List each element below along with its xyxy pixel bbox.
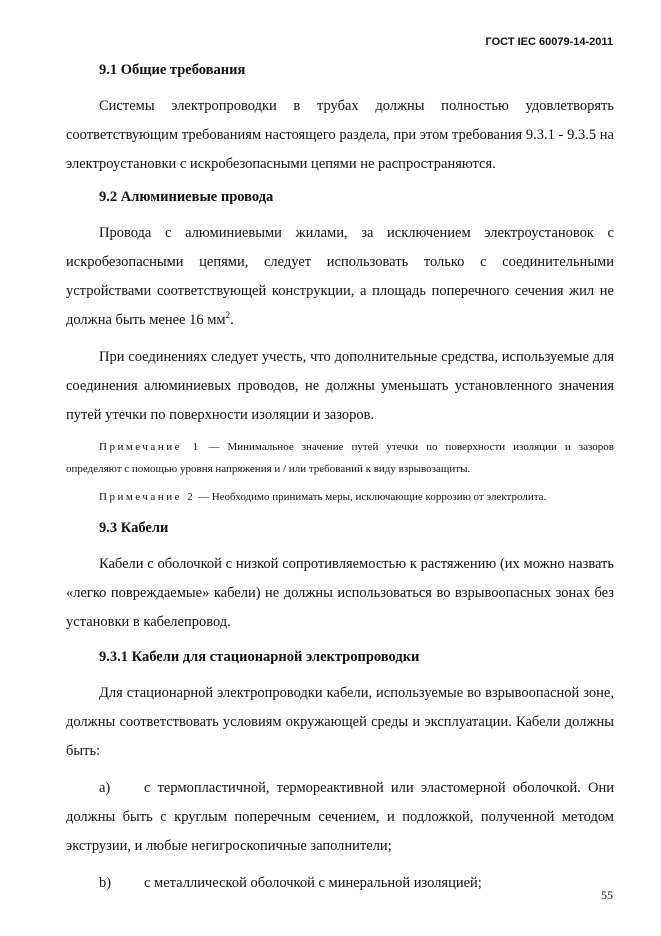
section-9-2-text1-main: Провода с алюминиевыми жилами, за исключением электроустановок с искробезопасными цепями, следует использовать только с соединительными устройствами соответствующей конструкции, а площадь поперечного сечения жил не должна быть менее 16 мм — [66, 225, 614, 328]
section-9-1-text: Системы электропроводки в трубах должны полностью удовлетворять соответствующим требованиям настоящего раздела, при этом требования 9.3.1 - 9.3.5 на электроустановки с искробезопасными цепями не распространяются. — [66, 98, 614, 172]
list-item-a — [66, 774, 614, 861]
note-2-text: — Необходимо принимать меры, исключающие коррозию от электролита. — [195, 491, 547, 503]
section-9-3-title: 9.3 Кабели — [99, 520, 169, 536]
note-2 — [66, 486, 614, 508]
section-9-3-text: Кабели с оболочкой с низкой сопротивляемостью к растяжению (их можно назвать «легко повреждаемые» кабели) не должны использоваться во взрывоопасных зонах без установки в кабелепровод. — [66, 556, 614, 630]
page-content — [66, 60, 614, 898]
section-9-2-text1 — [66, 219, 614, 335]
list-item-b-text: с металлической оболочкой с минеральной изоляцией; — [144, 875, 482, 891]
section-9-2-title: 9.2 Алюминиевые провода — [99, 189, 274, 205]
superscript-2: 2 — [225, 310, 231, 320]
page-number: 55 — [601, 888, 613, 902]
list-item-a-marker: a) — [99, 780, 111, 796]
list-item-b-marker: b) — [99, 875, 112, 891]
note-2-label: Примечание 2 — [99, 491, 196, 503]
section-9-2-text1-end: . — [230, 312, 234, 328]
section-9-2-text2: При соединениях следует учесть, что дополнительные средства, используемые для соединения алюминиевых проводов, не должны уменьшать установленного значения путей утечки по поверхности изоляции и зазоров. — [66, 349, 614, 423]
note-1-label: Примечание 1 — [99, 441, 201, 453]
document-code-header: ГОСТ IEC 60079-14-2011 — [485, 36, 613, 48]
note-1 — [66, 436, 614, 480]
list-item-a-text: с термопластичной, термореактивной или эластомерной оболочкой. Они должны быть с круглым поперечным сечением, и подложкой, полученной методом экструзии, и любые негигроскопичные заполнители; — [66, 780, 614, 854]
section-9-1-title: 9.1 Общие требования — [99, 62, 246, 78]
section-9-3-1-title: 9.3.1 Кабели для стационарной электропроводки — [99, 649, 420, 665]
section-9-3-1-text: Для стационарной электропроводки кабели, используемые во взрывоопасной зоне, должны соответствовать условиям окружающей среды и эксплуатации. Кабели должны быть: — [66, 685, 614, 759]
list-item-b — [66, 869, 614, 898]
note-1-text: — Минимальное значение путей утечки по поверхности изоляции и зазоров определяют с помощью уровня напряжения и / или требований к виду взрывозащиты. — [66, 441, 614, 475]
